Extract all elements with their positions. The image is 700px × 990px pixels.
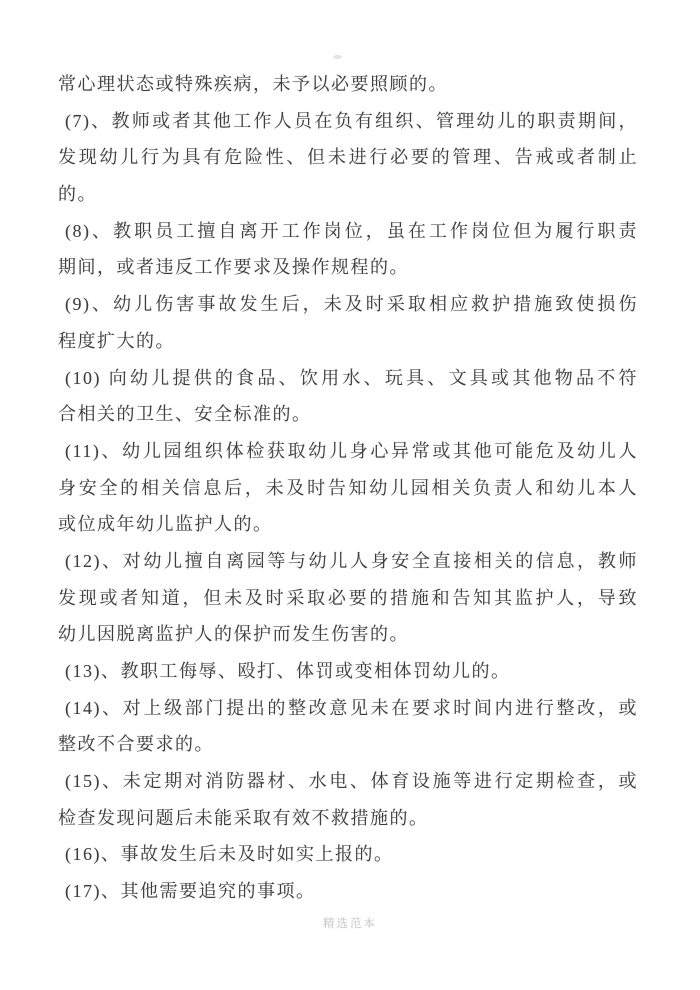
text-line: 幼儿因脱离监护人的保护而发生伤害的。 [58,624,409,645]
text-line: (8)、教职员工擅自离开工作岗位，虽在工作岗位但为履行职责 [65,220,638,241]
paragraph [58,66,638,103]
text-line: 发现幼儿行为具有危险性、但未进行必要的管理、告戒或者制止 [58,147,638,168]
text-line: (9)、幼儿伤害事故发生后，未及时采取相应救护措施致使损伤 [65,294,638,315]
paragraph [58,433,638,543]
paragraph [58,360,638,433]
paragraph [58,873,638,910]
text-line: (11)、幼儿园组织体检获取幼儿身心异常或其他可能危及幼儿人 [65,440,638,461]
text-line: 常心理状态或特殊疾病，未予以必要照顾的。 [58,74,448,94]
text-line: 身安全的相关信息后，未及时告知幼儿园相关负责人和幼儿本人 [58,477,638,498]
text-line: 合相关的卫生、安全标准的。 [58,404,312,425]
text-line: (12)、对幼儿擅自离园等与幼儿人身安全直接相关的信息，教师 [65,550,638,571]
text-line: 或位成年幼儿监护人的。 [58,514,273,535]
text-line: (10) 向幼儿提供的食品、饮用水、玩具、文具或其他物品不符 [65,367,638,388]
text-line: 发现或者知道，但未及时采取必要的措施和告知其监护人，导致 [58,587,638,608]
paragraph [58,543,638,653]
text-line: (13)、教职工侮辱、殴打、体罚或变相体罚幼儿的。 [65,661,511,681]
paragraph [58,763,638,836]
text-line: (16)、事故发生后未及时如实上报的。 [65,844,394,865]
paragraph [58,103,638,213]
paragraph [58,653,638,690]
paragraph [58,213,638,286]
text-line: 检查发现问题后未能采取有效不救措施的。 [58,807,429,828]
paragraph [58,286,638,359]
text-line: 期间，或者违反工作要求及操作规程的。 [58,257,409,278]
text-line: 程度扩大的。 [58,330,175,351]
document-body [58,66,638,910]
text-line: 的。 [58,184,97,205]
text-line: (7)、教师或者其他工作人员在负有组织、管理幼儿的职责期间， [65,110,638,131]
scan-artifact-mark [333,55,342,59]
paragraph [58,690,638,763]
footer-watermark: 精选范本 [323,918,377,930]
text-line: (15)、未定期对消防器材、水电、体育设施等进行定期检查，或 [65,771,638,792]
text-line: (17)、其他需要追究的事项。 [65,881,316,902]
text-line: (14)、对上级部门提出的整改意见未在要求时间内进行整改，或 [65,697,638,718]
text-line: 整改不合要求的。 [58,734,214,755]
paragraph [58,836,638,873]
